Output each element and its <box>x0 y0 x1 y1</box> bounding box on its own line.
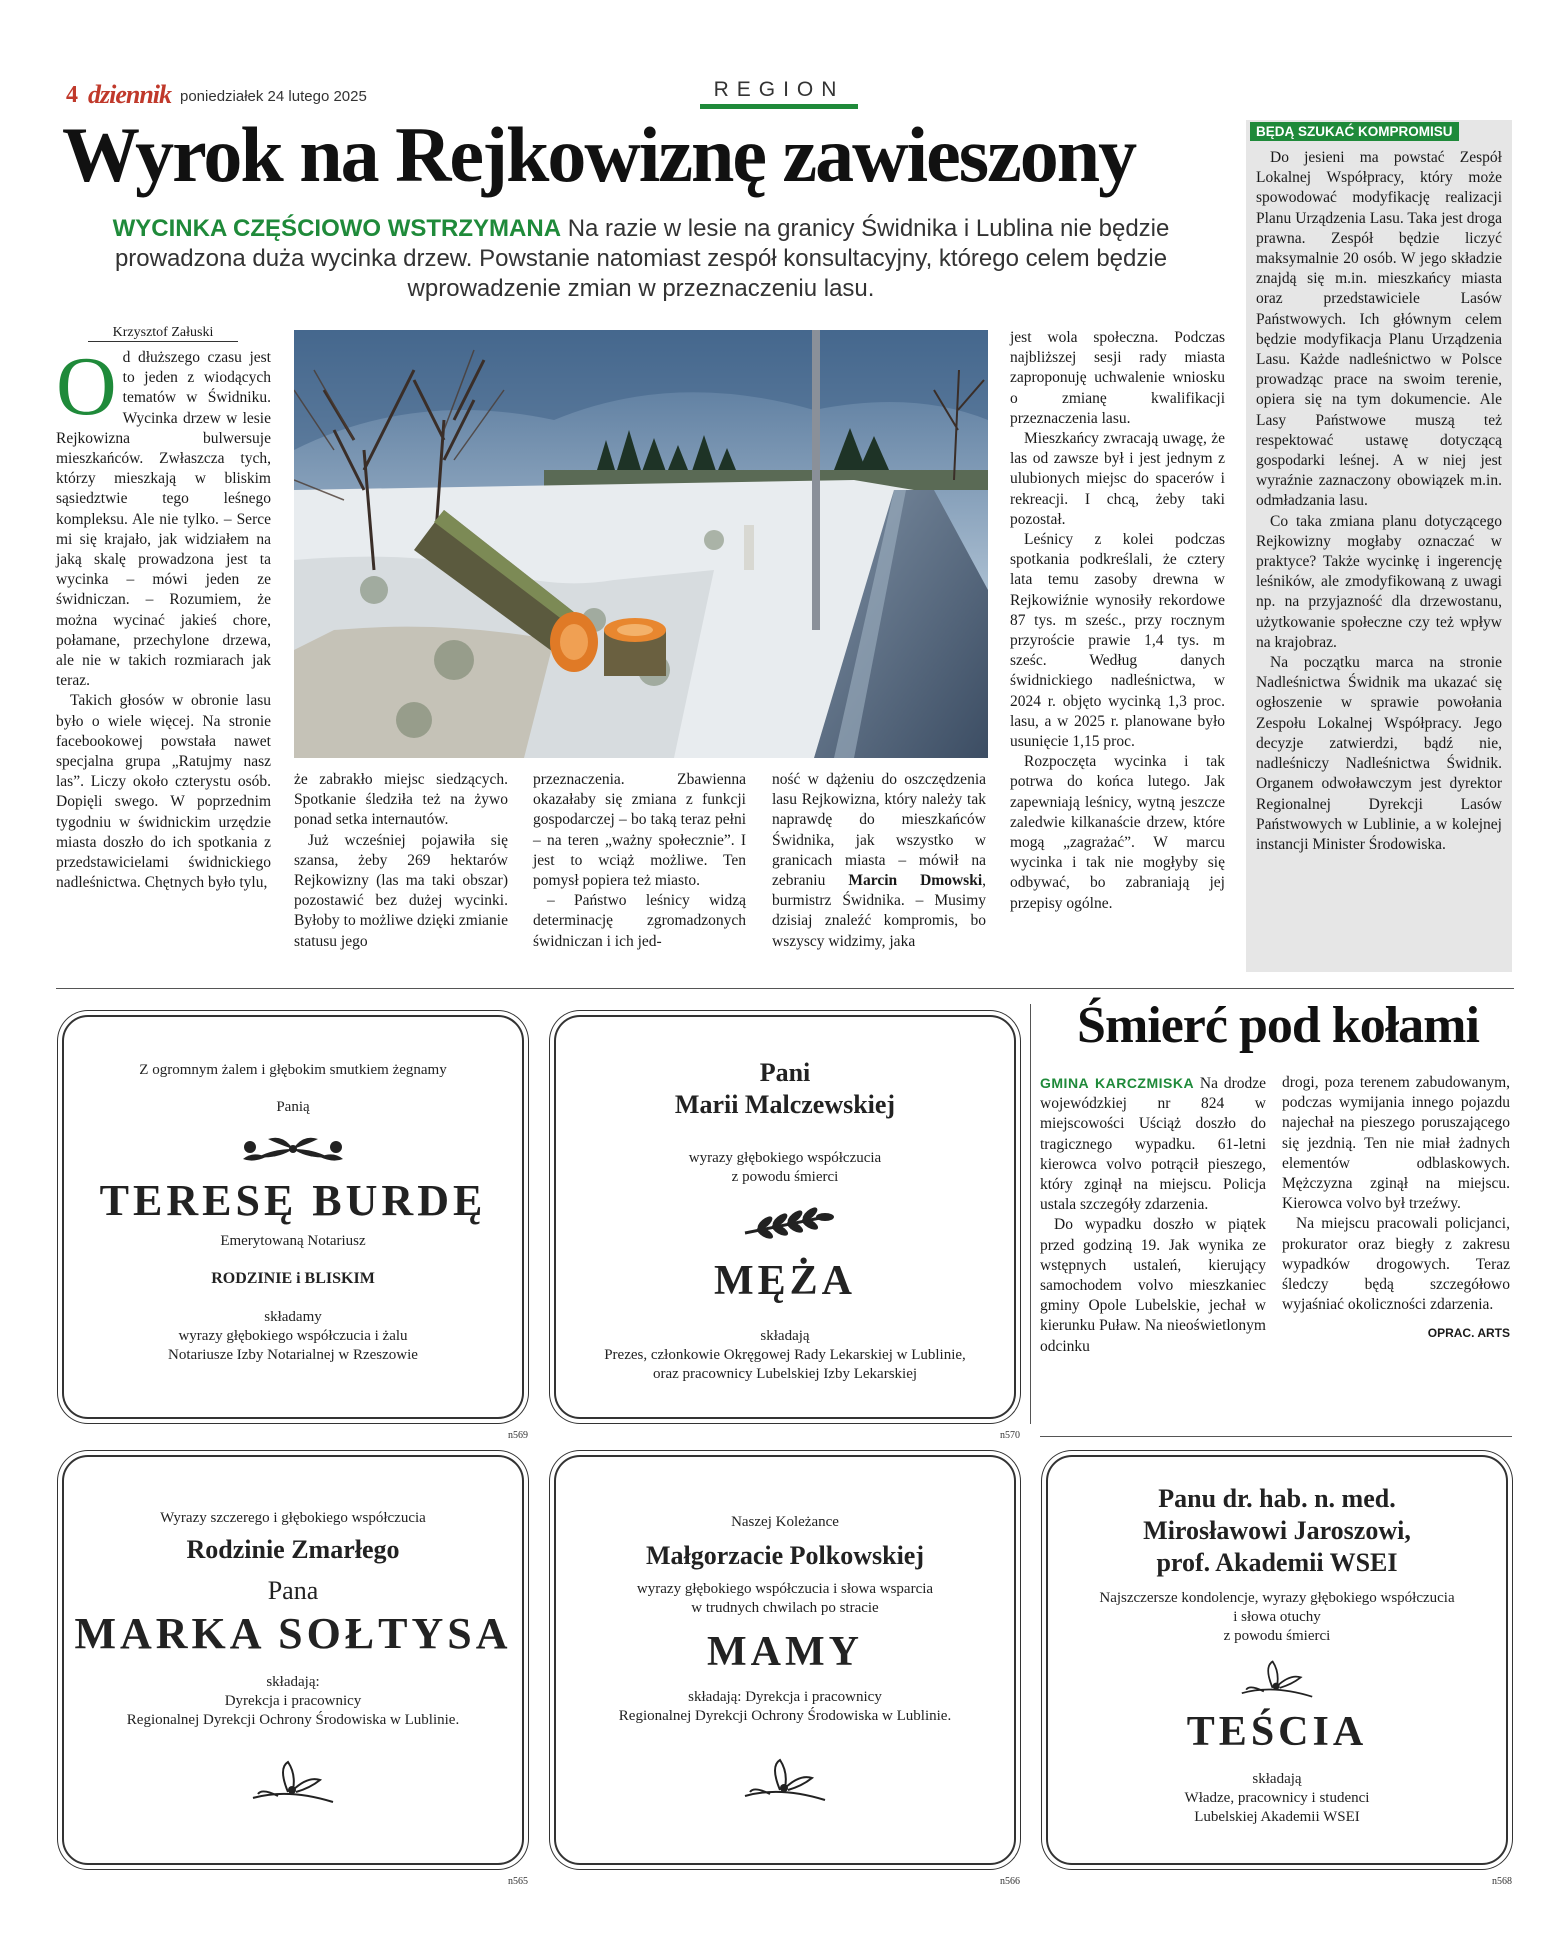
person-name: Marcin Dmowski <box>848 872 983 890</box>
article-column-2 <box>294 770 508 952</box>
publication-date: poniedziałek 24 lutego 2025 <box>180 88 367 105</box>
obit-line: oraz pracownicy Lubelskiej Izby Lekarskiej <box>652 1366 918 1382</box>
paragraph: przeznaczenia. Zbawienna okazałaby się zmiana z funkcji gospodarczej – bo taką teraz pełni – na teren „ważny społecznie”. I jest to wciąż możliwe. Ten pomysł popiera też miasto. <box>533 771 746 890</box>
article-column-1 <box>56 340 271 893</box>
lily-flower-icon <box>248 1758 338 1808</box>
recipient-name: Mirosławowi Jaroszowi, <box>1143 1516 1411 1545</box>
obituary-notice <box>1046 1455 1512 1887</box>
obit-salutation: Pana <box>267 1576 319 1605</box>
paragraph: Rozpoczęta wycinka i tak potrwa do końca lutego. Jak zapewniają leśnicy, wytną jeszcze zaledwie kilkanaście drzew, które mogą „zagrażać”. W marcu wycinka i tak nie mogłyby się odbywać, bo zabraniają jej przepisy ogólne. <box>1010 753 1225 912</box>
ad-code: n570 <box>1000 1430 1020 1441</box>
lily-flower-icon <box>740 1756 830 1806</box>
obit-salutation: Panią <box>276 1099 310 1115</box>
obituary-notice <box>62 1455 528 1887</box>
page-number: 4 <box>66 82 78 108</box>
paragraph: Leśnicy z kolei podczas spotkania podkreślali, że cztery lata temu zasoby drewna w Rejkowiźnie wynosiły rekordowe 87 tys. m sześc., przy rocznym przyroście prawie 1,4 tys. m sześc. Według danych świdnickiego nadleśnictwa, w 2024 r. objęto wycinką 1,3 proc. lasu, a w 2025 r. planowane było usunięcie 1,15 proc. <box>1010 531 1225 751</box>
lily-flower-icon <box>1232 1658 1322 1702</box>
paragraph: Takich głosów w obronie lasu było o wiele więcej. Na stronie facebookowej powstała nawet specjalna grupa „Ratujmy nasz las”. Liczy około czterystu osób. Dopięli swego. W poprzednim tygodniu w świdnickim urzędzie miasta doszło do ich spotkania z przedstawicielami świdnickiego nadleśnictwa. Chętnych było tylu, <box>56 692 271 892</box>
section-label: REGION <box>700 78 858 109</box>
ad-code: n568 <box>1492 1876 1512 1887</box>
obituary-notice <box>554 1455 1020 1887</box>
obit-line: wyrazy głębokiego współczucia i żalu <box>178 1328 408 1344</box>
column-divider <box>1030 1004 1031 1424</box>
obit-line: Regionalnej Dyrekcji Ochrony Środowiska w Lublinie. <box>126 1712 460 1728</box>
obituary-notice <box>62 1015 528 1441</box>
article2-signature: OPRAC. ARTS <box>1427 1326 1510 1341</box>
obit-intro: Naszej Koleżance <box>731 1514 839 1530</box>
obit-line: Notariusze Izby Notarialnej w Rzeszowie <box>168 1347 418 1363</box>
article-lead <box>66 214 1216 304</box>
article2-kicker: GMINA KARCZMISKA <box>1040 1075 1195 1091</box>
obit-line: składają <box>1252 1771 1302 1787</box>
obit-line: składają <box>760 1328 810 1344</box>
obit-role: Emerytowaną Notariusz <box>220 1233 366 1249</box>
obit-line: z powodu śmierci <box>1223 1628 1331 1644</box>
sidebar-tag: BĘDĄ SZUKAĆ KOMPROMISU <box>1250 122 1459 141</box>
ad-code: n565 <box>508 1876 528 1887</box>
article-headline: Wyrok na Rejkowiznę zawieszony <box>62 111 1136 198</box>
recipient-name: prof. Akademii WSEI <box>1156 1548 1398 1577</box>
paragraph: że zabrakło miejsc siedzących. Spotkanie śledziła też na żywo ponad setka internautów. <box>294 771 508 829</box>
text-run: Na drodze wojewódzkiej nr 824 w miejscowości Uściąż doszło do tragicznego wypadku. 61-letni kierowca volvo potrącił pieszego, który zginął na miejscu. Policja ustala szczegóły zdarzenia. <box>1040 1075 1266 1214</box>
obit-line: Dyrekcja i pracownicy <box>224 1693 362 1709</box>
ad-code: n566 <box>1000 1876 1020 1887</box>
paragraph: Do wypadku doszło w piątek przed godziną 19. Jak wynika ze wstępnych ustaleń, kierujący samochodem volvo mieszkaniec gminy Opole Lubelskie, jechał w kierunku Puław. Na nieoświetlonym odcinku <box>1040 1216 1266 1355</box>
obit-line: składają: Dyrekcja i pracownicy <box>688 1689 882 1705</box>
article-author: Krzysztof Załuski <box>88 325 238 342</box>
obit-line: wyrazy głębokiego współczucia i słowa wsparcia <box>636 1581 934 1597</box>
article2-headline: Śmierć pod kołami <box>1077 997 1479 1054</box>
obit-line: wyrazy głębokiego współczucia <box>688 1150 882 1166</box>
wheat-ear-icon <box>735 1203 835 1243</box>
recipient-name: Małgorzacie Polkowskiej <box>646 1541 924 1570</box>
text-run: , burmistrz Świdnika. – Musimy dzisiaj znaleźć kompromis, bo wszyscy widzimy, jaka <box>772 872 986 950</box>
obituary-notice <box>554 1015 1020 1441</box>
text-run: ność w dążeniu do oszczędzenia lasu Rejkowizna, który należy tak naprawdę do mieszkańców Świdnika, jak wszystko w granicach miasta – mówił na zebraniu <box>772 771 986 890</box>
obit-line: składają: <box>266 1674 320 1690</box>
obit-intro: Wyrazy szczerego i głębokiego współczucia <box>160 1510 426 1526</box>
recipient-name: Panu dr. hab. n. med. <box>1158 1484 1396 1513</box>
article2-column-2 <box>1282 1073 1510 1344</box>
sidebar-text <box>1256 148 1502 855</box>
paragraph <box>1040 1073 1266 1215</box>
paragraph: Do jesieni ma powstać Zespół Lokalnej Współpracy, który może spowodować modyfikację realizacji Planu Urządzenia Lasu. Taka jest droga prawna. Zespół będzie liczyć maksymalnie 20 osób. W jego składzie znajdą się m.in. mieszkańcy miasta oraz przedstawiciele Lasów Państwowych. Ich głównym celem będzie modyfikacja Planu Urządzenia Lasu. Każde nadleśnictwo w Polsce prowadząc prace na swoim terenie, opiera się na tym dokumencie. Ale Lasy Państwowe muszą też respektować ustawę dotyczącą gospodarki leśnej. A w niej jest wyraźnie zaznaczony obowiązek m.in. odmładzania lasu. <box>1256 149 1502 510</box>
article-column-4 <box>772 770 986 952</box>
paragraph: Mieszkańcy zwracają uwagę, że las od zawsze był i jest jednym z ulubionych miejsc do spacerów i rekreacji. I chcą, żeby taki pozostał. <box>1010 430 1225 528</box>
obit-line: z powodu śmierci <box>731 1169 839 1185</box>
obit-line: składamy <box>264 1309 322 1325</box>
obit-line: w trudnych chwilach po stracie <box>691 1600 879 1616</box>
divider <box>1040 1436 1512 1437</box>
obit-line: Najszczersze kondolencje, wyrazy głębokiego współczucia <box>1099 1590 1455 1606</box>
floral-ornament-icon <box>238 1129 348 1169</box>
relation-label: MĘŻA <box>714 1258 856 1304</box>
paragraph <box>772 770 986 952</box>
article2-column-1 <box>1040 1073 1266 1357</box>
obit-salutation: Pani <box>759 1058 811 1087</box>
lead-kicker: WYCINKA CZĘŚCIOWO WSTRZYMANA <box>112 215 562 242</box>
article-photo <box>294 330 988 758</box>
obit-line: Prezes, członkowie Okręgowej Rady Lekarskiej w Lublinie, <box>604 1347 966 1363</box>
paragraph: – Państwo leśnicy widzą determinację zgromadzonych świdniczan i ich jed- <box>533 892 746 950</box>
newspaper-logo: dziennik <box>88 80 172 109</box>
relation-label: TEŚCIA <box>1186 1709 1368 1755</box>
obit-line: Władze, pracownicy i studenci <box>1184 1790 1370 1806</box>
ad-code: n569 <box>508 1430 528 1441</box>
deceased-name: MARKA SOŁTYSA <box>74 1609 512 1658</box>
paragraph: Na miejscu pracowali policjanci, prokurator oraz biegły z zakresu wypadków drogowych. Teraz śledczy będą szczegółowo wyjaśniać okoliczności zdarzenia. <box>1282 1215 1510 1314</box>
obit-line: i słowa otuchy <box>1233 1609 1321 1625</box>
paragraph: Na początku marca na stronie Nadleśnictwa Świdnik ma ukazać się ogłoszenie w sprawie powołania Zespołu Lokalnej Współpracy. Jego decyzje zatwierdzi, bądź nie, nadleśniczy Nadleśnictwa Świdnik. Organem odwoławczym jest dyrektor Regionalnej Dyrekcji Lasów Państwowych w Lublinie, a w kolejnej instancji Minister Środowiska. <box>1256 654 1502 853</box>
drop-cap: O <box>56 340 117 433</box>
obit-family: RODZINIE i BLISKIM <box>211 1270 375 1287</box>
paragraph: d dłuższego czasu jest to jeden z wiodących tematów w Świdniku. Wycinka drzew w lesie Rejkowizna bulwersuje mieszkańców. Zwłaszcza tych, którzy mieszkają w bliskim sąsiedztwie tego leśnego kompleksu. Ale nie tylko. – Serce mi się krajało, jak widziałem na jaką skalę prowadzona jest ta wycinka – mówi jeden ze świdniczan. – Rozumiem, że można wycinać jakieś chore, połamane, przechylone drzewa, ale nie w takich rozmiarach jak teraz. <box>56 349 271 690</box>
obit-line: Lubelskiej Akademii WSEI <box>1194 1809 1360 1825</box>
article-column-5 <box>1010 328 1225 914</box>
obit-family: Rodzinie Zmarłego <box>186 1535 400 1564</box>
divider <box>56 988 1514 989</box>
paragraph: drogi, poza terenem zabudowanym, podczas wymijania innego pojazdu najechał na pieszego poruszającego się jezdnią. Ten nie miał żadnych elementów odblaskowych. Mężczyzna zginął na miejscu. Kierowca volvo był trzeźwy. <box>1282 1074 1510 1213</box>
obit-intro: Z ogromnym żalem i głębokim smutkiem żegnamy <box>139 1062 447 1078</box>
forest-cutting-photo <box>294 330 988 758</box>
paragraph: Już wcześniej pojawiła się szansa, żeby 269 hektarów Rejkowizny (las ma taki obszar) pozostawić bez dużej wycinki. Byłoby to możliwe dzięki zmianie statusu jego <box>294 831 508 950</box>
obit-line: Regionalnej Dyrekcji Ochrony Środowiska w Lublinie. <box>618 1708 952 1724</box>
recipient-name: Marii Malczewskiej <box>674 1090 896 1119</box>
deceased-name: TERESĘ BURDĘ <box>99 1176 487 1225</box>
paragraph: jest wola społeczna. Podczas najbliższej sesji rady miasta zaproponuję uchwalenie wniosku o zmianę kwalifikacji przeznaczenia lasu. <box>1010 329 1225 427</box>
lead-text: Na razie w lesie na granicy Świdnika i Lublina nie będzie prowadzona duża wycinka drzew. Powstanie natomiast zespół konsultacyjny, którego celem będzie wprowadzenie zmian w przeznaczeniu lasu. <box>114 215 1170 302</box>
article-column-3 <box>533 770 746 952</box>
relation-label: MAMY <box>707 1629 863 1675</box>
paragraph: Co taka zmiana planu dotyczącego Rejkowizny mogłaby oznaczać w praktyce? Także wycinkę i ingerencję leśników, ale zmodyfikowaną z uwagi np. na przyjazność dla drzewostanu, użytkowanie społeczne czy też wpływ na krajobraz. <box>1256 512 1502 651</box>
